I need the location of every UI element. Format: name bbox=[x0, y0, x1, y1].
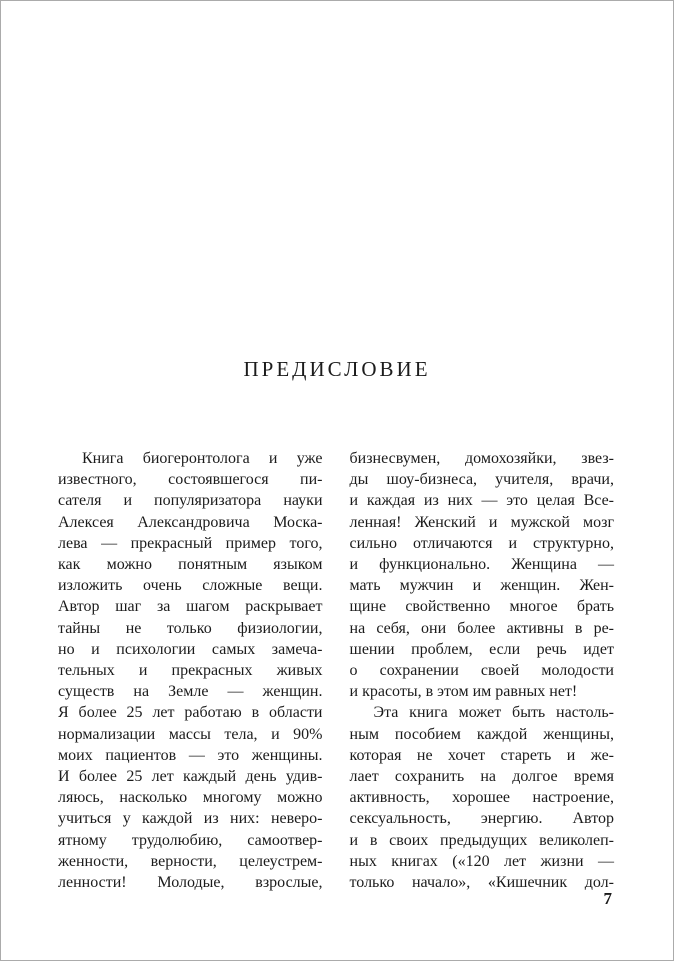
text-line: ды шоу-бизнеса, учителя, врачи, bbox=[349, 471, 614, 489]
text-line: мать мужчин и женщин. Жен- bbox=[349, 577, 614, 595]
text-line: учиться у каждой из них: неверо- bbox=[58, 810, 323, 828]
text-line: ляюсь, насколько многому можно bbox=[58, 789, 323, 807]
text-line: которая не хочет стареть и же- bbox=[349, 746, 614, 764]
text-line: нормализации массы тела, и 90% bbox=[58, 725, 323, 743]
text-line: Алексея Александровича Моска- bbox=[58, 513, 323, 531]
text-line: и красоты, в этом им равных нет! bbox=[349, 683, 578, 701]
text-line: и в своих предыдущих великолеп- bbox=[349, 831, 614, 849]
text-line: но и психологии самых замеча- bbox=[58, 640, 323, 658]
text-line: на себя, они более активны в ре- bbox=[349, 619, 614, 637]
text-line: известного, состоявшегося пи- bbox=[58, 471, 323, 489]
text-line: женности, верности, целеустрем- bbox=[58, 852, 323, 870]
text-line: как можно понятным языком bbox=[58, 556, 323, 574]
text-columns bbox=[58, 448, 614, 893]
text-line: активность, хорошее настроение, bbox=[349, 789, 614, 807]
text-line: только начало», «Кишечник дол- bbox=[349, 874, 614, 892]
text-line: лает сохранить на долгое время bbox=[349, 768, 614, 786]
text-line: ятному трудолюбию, самоотвер- bbox=[58, 831, 323, 849]
text-line: моих пациентов — это женщины. bbox=[58, 746, 323, 764]
text-line: лева — прекрасный пример того, bbox=[58, 534, 323, 552]
text-line: Автор шаг за шагом раскрывает bbox=[58, 598, 323, 616]
text-line: Я более 25 лет работаю в области bbox=[58, 704, 323, 722]
text-column-left bbox=[58, 448, 323, 893]
text-line: Эта книга может быть настоль- bbox=[373, 704, 614, 722]
text-line: сильно отличаются и структурно, bbox=[349, 534, 614, 552]
page-number: 7 bbox=[603, 889, 612, 908]
text-line: ным пособием каждой женщины, bbox=[349, 725, 614, 743]
text-line: сателя и популяризатора науки bbox=[58, 492, 323, 510]
text-line: сексуальность, энергию. Автор bbox=[349, 810, 614, 828]
text-line: существ на Земле — женщин. bbox=[58, 683, 323, 701]
text-line: бизнесвумен, домохозяйки, звез- bbox=[349, 450, 614, 467]
text-line: ленности! Молодые, взрослые, bbox=[58, 874, 323, 892]
text-line: и функционально. Женщина — bbox=[349, 556, 614, 574]
text-line: ных книгах («120 лет жизни — bbox=[349, 852, 614, 870]
text-column-right bbox=[350, 448, 615, 893]
text-line: И более 25 лет каждый день удив- bbox=[58, 768, 323, 786]
text-line: о сохранении своей молодости bbox=[349, 662, 614, 680]
chapter-title: ПРЕДИСЛОВИЕ bbox=[243, 357, 431, 381]
text-line: тельных и прекрасных живых bbox=[58, 662, 323, 680]
text-line: тайны не только физиологии, bbox=[58, 619, 323, 637]
text-line: шении проблем, если речь идет bbox=[349, 640, 614, 658]
text-line: щине свойственно многое брать bbox=[349, 598, 614, 616]
text-line: изложить очень сложные вещи. bbox=[58, 577, 323, 595]
text-line: и каждая из них — это целая Все- bbox=[349, 492, 614, 510]
text-line: ленная! Женский и мужской мозг bbox=[349, 513, 614, 531]
text-line: Книга биогеронтолога и уже bbox=[82, 450, 323, 467]
